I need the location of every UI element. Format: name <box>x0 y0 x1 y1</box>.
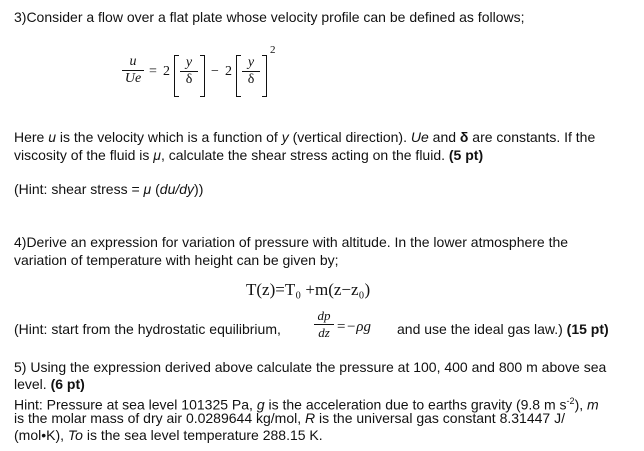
q3-text-line-1: Here u is the velocity which is a function of y (vertical direction). Ue and δ are constants. If the <box>14 129 596 145</box>
dz: dz <box>318 325 330 340</box>
hydrostatic-rhs: =−ρg <box>336 319 371 335</box>
q3-text-line-2: viscosity of the fluid is μ, calculate the shear stress acting on the fluid. (5 pt) <box>14 147 484 163</box>
eq-minus: − <box>211 64 219 79</box>
eq-y-2: y <box>247 55 255 70</box>
q5-hint-line-1: Hint: Pressure at sea level 101325 Pa, g is the acceleration due to earths gravity (9.8 m $s^{-2}$), m <box>14 396 599 413</box>
q5-hint-line-2: is the molar mass of dry air 0.0289644 kg/mol, R is the universal gas constant 8.31447 J/ <box>14 410 565 426</box>
y-over-delta-fraction-2 <box>242 56 260 87</box>
q4-hint-end: and use the ideal gas law.) (15 pt) <box>397 321 609 337</box>
u-over-ue-fraction <box>122 55 144 86</box>
eq-two-1: 2 <box>163 64 170 79</box>
q5-text-line-1: 5) Using the expression derived above calculate the pressure at 100, 400 and 800 m above sea <box>14 359 607 375</box>
q4-text-line-1: 4)Derive an expression for variation of pressure with altitude. In the lower atmosphere the <box>14 234 569 250</box>
dp-dz-fraction <box>314 309 334 340</box>
eq-equals: = <box>149 64 157 79</box>
velocity-profile-equation <box>0 0 644 110</box>
eq-two-2: 2 <box>225 64 232 79</box>
eq-u: u <box>129 54 137 69</box>
eq-delta-2: δ <box>247 72 255 87</box>
dp: dp <box>317 308 331 323</box>
temperature-equation: T(z)=T₀ +m(z−z₀) <box>246 280 371 299</box>
q4-hint-start: (Hint: start from the hydrostatic equilibrium, <box>14 321 281 337</box>
eq-y-1: y <box>185 55 193 70</box>
eq-ue: Ue <box>124 71 142 86</box>
q5-hint-line-3: (mol•K), To is the sea level temperature 288.15 K. <box>14 427 323 443</box>
eq-square-exponent: 2 <box>270 44 276 56</box>
q3-hint: (Hint: shear stress = μ (du/dy)) <box>14 181 204 197</box>
q3-title: 3)Consider a flow over a flat plate whose velocity profile can be defined as follows; <box>14 9 525 25</box>
y-over-delta-fraction-1 <box>180 56 198 87</box>
q5-text-line-2: level. (6 pt) <box>14 376 85 392</box>
eq-delta-1: δ <box>185 72 193 87</box>
q4-text-line-2: variation of temperature with height can be given by; <box>14 252 339 268</box>
